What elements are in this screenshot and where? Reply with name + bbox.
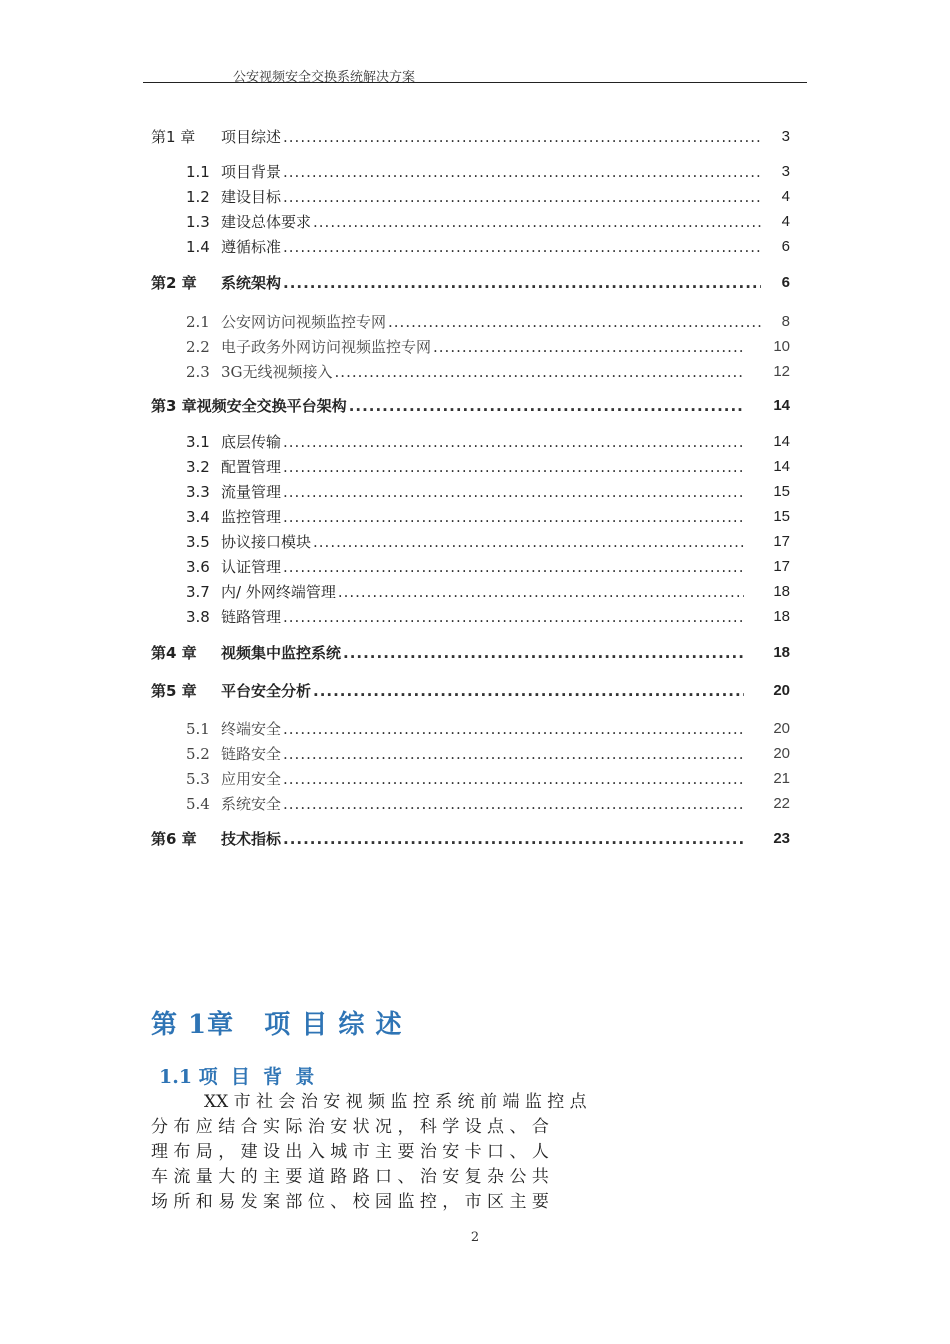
toc-leader-dots xyxy=(349,396,744,416)
toc-leader-dots xyxy=(338,582,744,602)
toc-entry-page: 18 xyxy=(773,644,790,661)
toc-entry-page: 20 xyxy=(773,745,790,762)
toc-entry-number: 3.2 xyxy=(186,458,210,476)
toc-entry-number: 1.3 xyxy=(186,213,210,231)
toc-entry-number: 第3 章 xyxy=(151,397,197,415)
toc-entry-title: 应用安全 xyxy=(221,770,282,788)
toc-entry[interactable] xyxy=(186,162,790,182)
toc-entry-number: 2.1 xyxy=(186,313,210,331)
toc-entry-title: 链路安全 xyxy=(221,745,282,763)
toc-entry-page: 15 xyxy=(773,483,790,500)
toc-entry-title: 3G无线视频接入 xyxy=(221,363,333,381)
toc-entry[interactable] xyxy=(151,127,790,147)
toc-leader-dots xyxy=(283,744,744,764)
toc-entry-number: 第1 章 xyxy=(151,128,196,146)
toc-leader-dots xyxy=(283,507,744,527)
toc-entry[interactable] xyxy=(151,829,790,849)
toc-entry[interactable] xyxy=(186,607,790,627)
toc-entry-page: 3 xyxy=(781,128,790,145)
toc-leader-dots xyxy=(335,362,744,382)
toc-entry-number: 5.2 xyxy=(186,745,210,763)
toc-entry-page: 20 xyxy=(773,720,790,737)
running-header: 公安视频安全交换系统解决方案 xyxy=(233,70,416,85)
toc-entry[interactable] xyxy=(186,432,790,452)
toc-entry[interactable] xyxy=(186,312,790,332)
toc-entry[interactable] xyxy=(186,212,790,232)
toc-entry-page: 21 xyxy=(773,770,790,787)
toc-entry-page: 18 xyxy=(773,608,790,625)
toc-entry-title: 监控管理 xyxy=(221,508,282,526)
toc-entry-page: 20 xyxy=(773,682,790,699)
toc-entry-number: 第5 章 xyxy=(151,682,197,700)
body-text-line: 理 布 局 ， 建 设 出 入 城 市 主 要 治 安 卡 口 、 人 xyxy=(151,1142,549,1162)
header-divider xyxy=(143,82,807,83)
toc-leader-dots xyxy=(313,532,744,552)
toc-entry-number: 第2 章 xyxy=(151,274,197,292)
toc-entry[interactable] xyxy=(186,457,790,477)
toc-leader-dots xyxy=(283,457,744,477)
toc-entry[interactable] xyxy=(151,643,790,663)
toc-entry-title: 配置管理 xyxy=(221,458,282,476)
toc-entry[interactable] xyxy=(151,273,790,293)
toc-entry[interactable] xyxy=(186,769,790,789)
toc-leader-dots xyxy=(283,829,744,849)
toc-entry-page: 17 xyxy=(773,558,790,575)
toc-leader-dots xyxy=(283,273,761,293)
toc-entry-title: 系统安全 xyxy=(221,795,282,813)
toc-leader-dots xyxy=(343,643,744,663)
toc-leader-dots xyxy=(283,607,744,627)
toc-entry[interactable] xyxy=(186,532,790,552)
toc-entry-number: 3.3 xyxy=(186,483,210,501)
toc-entry[interactable] xyxy=(186,582,790,602)
toc-entry[interactable] xyxy=(151,396,790,416)
toc-entry-page: 8 xyxy=(781,313,790,330)
toc-entry-title: 遵循标准 xyxy=(221,238,282,256)
toc-entry-title: 链路管理 xyxy=(221,608,282,626)
toc-entry[interactable] xyxy=(186,237,790,257)
toc-entry-title: 电子政务外网访问视频监控专网 xyxy=(221,338,432,356)
body-text-line: 场 所 和 易 发 案 部 位 、 校 园 监 控 ， 市 区 主 要 xyxy=(151,1192,549,1212)
toc-entry[interactable] xyxy=(186,744,790,764)
toc-leader-dots xyxy=(283,127,761,147)
toc-entry-page: 6 xyxy=(781,274,790,291)
toc-leader-dots xyxy=(283,719,744,739)
toc-entry-page: 4 xyxy=(781,213,790,230)
body-text-line: XX 市 社 会 治 安 视 频 监 控 系 统 前 端 监 控 点 xyxy=(204,1092,587,1112)
toc-entry-title: 平台安全分析 xyxy=(221,682,312,700)
toc-entry-number: 3.4 xyxy=(186,508,210,526)
toc-entry-page: 12 xyxy=(773,363,790,380)
chapter-heading: 第 1章 项 目 综 述 xyxy=(151,1010,403,1040)
section-heading: 1.1 项 目 背 景 xyxy=(159,1066,315,1088)
toc-entry-page: 10 xyxy=(773,338,790,355)
toc-entry-number: 第4 章 xyxy=(151,644,197,662)
toc-entry-title: 建设目标 xyxy=(221,188,282,206)
toc-entry-page: 23 xyxy=(773,830,790,847)
toc-leader-dots xyxy=(283,482,744,502)
toc-entry[interactable] xyxy=(186,362,790,382)
toc-entry[interactable] xyxy=(186,337,790,357)
toc-entry-number: 2.3 xyxy=(186,363,210,381)
toc-entry-number: 1.2 xyxy=(186,188,210,206)
toc-entry-title: 视频集中监控系统 xyxy=(221,644,342,662)
toc-entry-number: 1.4 xyxy=(186,238,210,256)
toc-entry-title: 项目背景 xyxy=(221,163,282,181)
toc-entry-number: 3.5 xyxy=(186,533,210,551)
toc-leader-dots xyxy=(433,337,744,357)
toc-entry-title: 协议接口模块 xyxy=(221,533,312,551)
toc-leader-dots xyxy=(283,557,744,577)
page-number: 2 xyxy=(470,1230,480,1245)
toc-entry-page: 4 xyxy=(781,188,790,205)
toc-entry-page: 14 xyxy=(773,397,790,414)
toc-entry-number: 3.6 xyxy=(186,558,210,576)
toc-entry-title: 底层传输 xyxy=(221,433,282,451)
toc-leader-dots xyxy=(388,312,761,332)
toc-entry-title: 视频安全交换平台架构 xyxy=(196,397,347,415)
toc-entry-page: 14 xyxy=(773,433,790,450)
toc-entry-title: 建设总体要求 xyxy=(221,213,312,231)
toc-entry-title: 认证管理 xyxy=(221,558,282,576)
toc-entry[interactable] xyxy=(151,681,790,701)
toc-entry-number: 5.3 xyxy=(186,770,210,788)
toc-entry[interactable] xyxy=(186,794,790,814)
toc-entry-title: 终端安全 xyxy=(221,720,282,738)
toc-entry-page: 18 xyxy=(773,583,790,600)
toc-entry-number: 5.4 xyxy=(186,795,210,813)
toc-entry-page: 14 xyxy=(773,458,790,475)
toc-entry-title: 技术指标 xyxy=(221,830,282,848)
toc-leader-dots xyxy=(283,432,744,452)
toc-entry-title: 公安网访问视频监控专网 xyxy=(221,313,387,331)
toc-entry-page: 6 xyxy=(781,238,790,255)
toc-leader-dots xyxy=(283,187,761,207)
toc-entry[interactable] xyxy=(186,187,790,207)
toc-entry-page: 3 xyxy=(781,163,790,180)
toc-entry-number: 第6 章 xyxy=(151,830,197,848)
toc-entry[interactable] xyxy=(186,482,790,502)
body-text-line: 分 布 应 结 合 实 际 治 安 状 况 ， 科 学 设 点 、 合 xyxy=(151,1117,549,1137)
toc-entry-number: 2.2 xyxy=(186,338,210,356)
toc-leader-dots xyxy=(283,769,744,789)
toc-entry[interactable] xyxy=(186,507,790,527)
toc-entry-title: 系统架构 xyxy=(221,274,282,292)
toc-entry-number: 1.1 xyxy=(186,163,210,181)
toc-entry-page: 17 xyxy=(773,533,790,550)
toc-entry[interactable] xyxy=(186,719,790,739)
toc-entry-number: 3.7 xyxy=(186,583,210,601)
toc-entry-number: 3.8 xyxy=(186,608,210,626)
toc-entry-title: 流量管理 xyxy=(221,483,282,501)
toc-entry-title: 项目综述 xyxy=(221,128,282,146)
toc-entry-title: 内/ 外网终端管理 xyxy=(221,583,336,601)
toc-leader-dots xyxy=(313,681,744,701)
toc-leader-dots xyxy=(283,794,744,814)
toc-entry-page: 22 xyxy=(773,795,790,812)
body-text-line: 车 流 量 大 的 主 要 道 路 路 口 、 治 安 复 杂 公 共 xyxy=(151,1167,549,1187)
toc-entry-number: 3.1 xyxy=(186,433,210,451)
toc-entry[interactable] xyxy=(186,557,790,577)
toc-leader-dots xyxy=(283,237,761,257)
toc-leader-dots xyxy=(313,212,761,232)
toc-entry-number: 5.1 xyxy=(186,720,210,738)
toc-entry-page: 15 xyxy=(773,508,790,525)
toc-leader-dots xyxy=(283,162,761,182)
